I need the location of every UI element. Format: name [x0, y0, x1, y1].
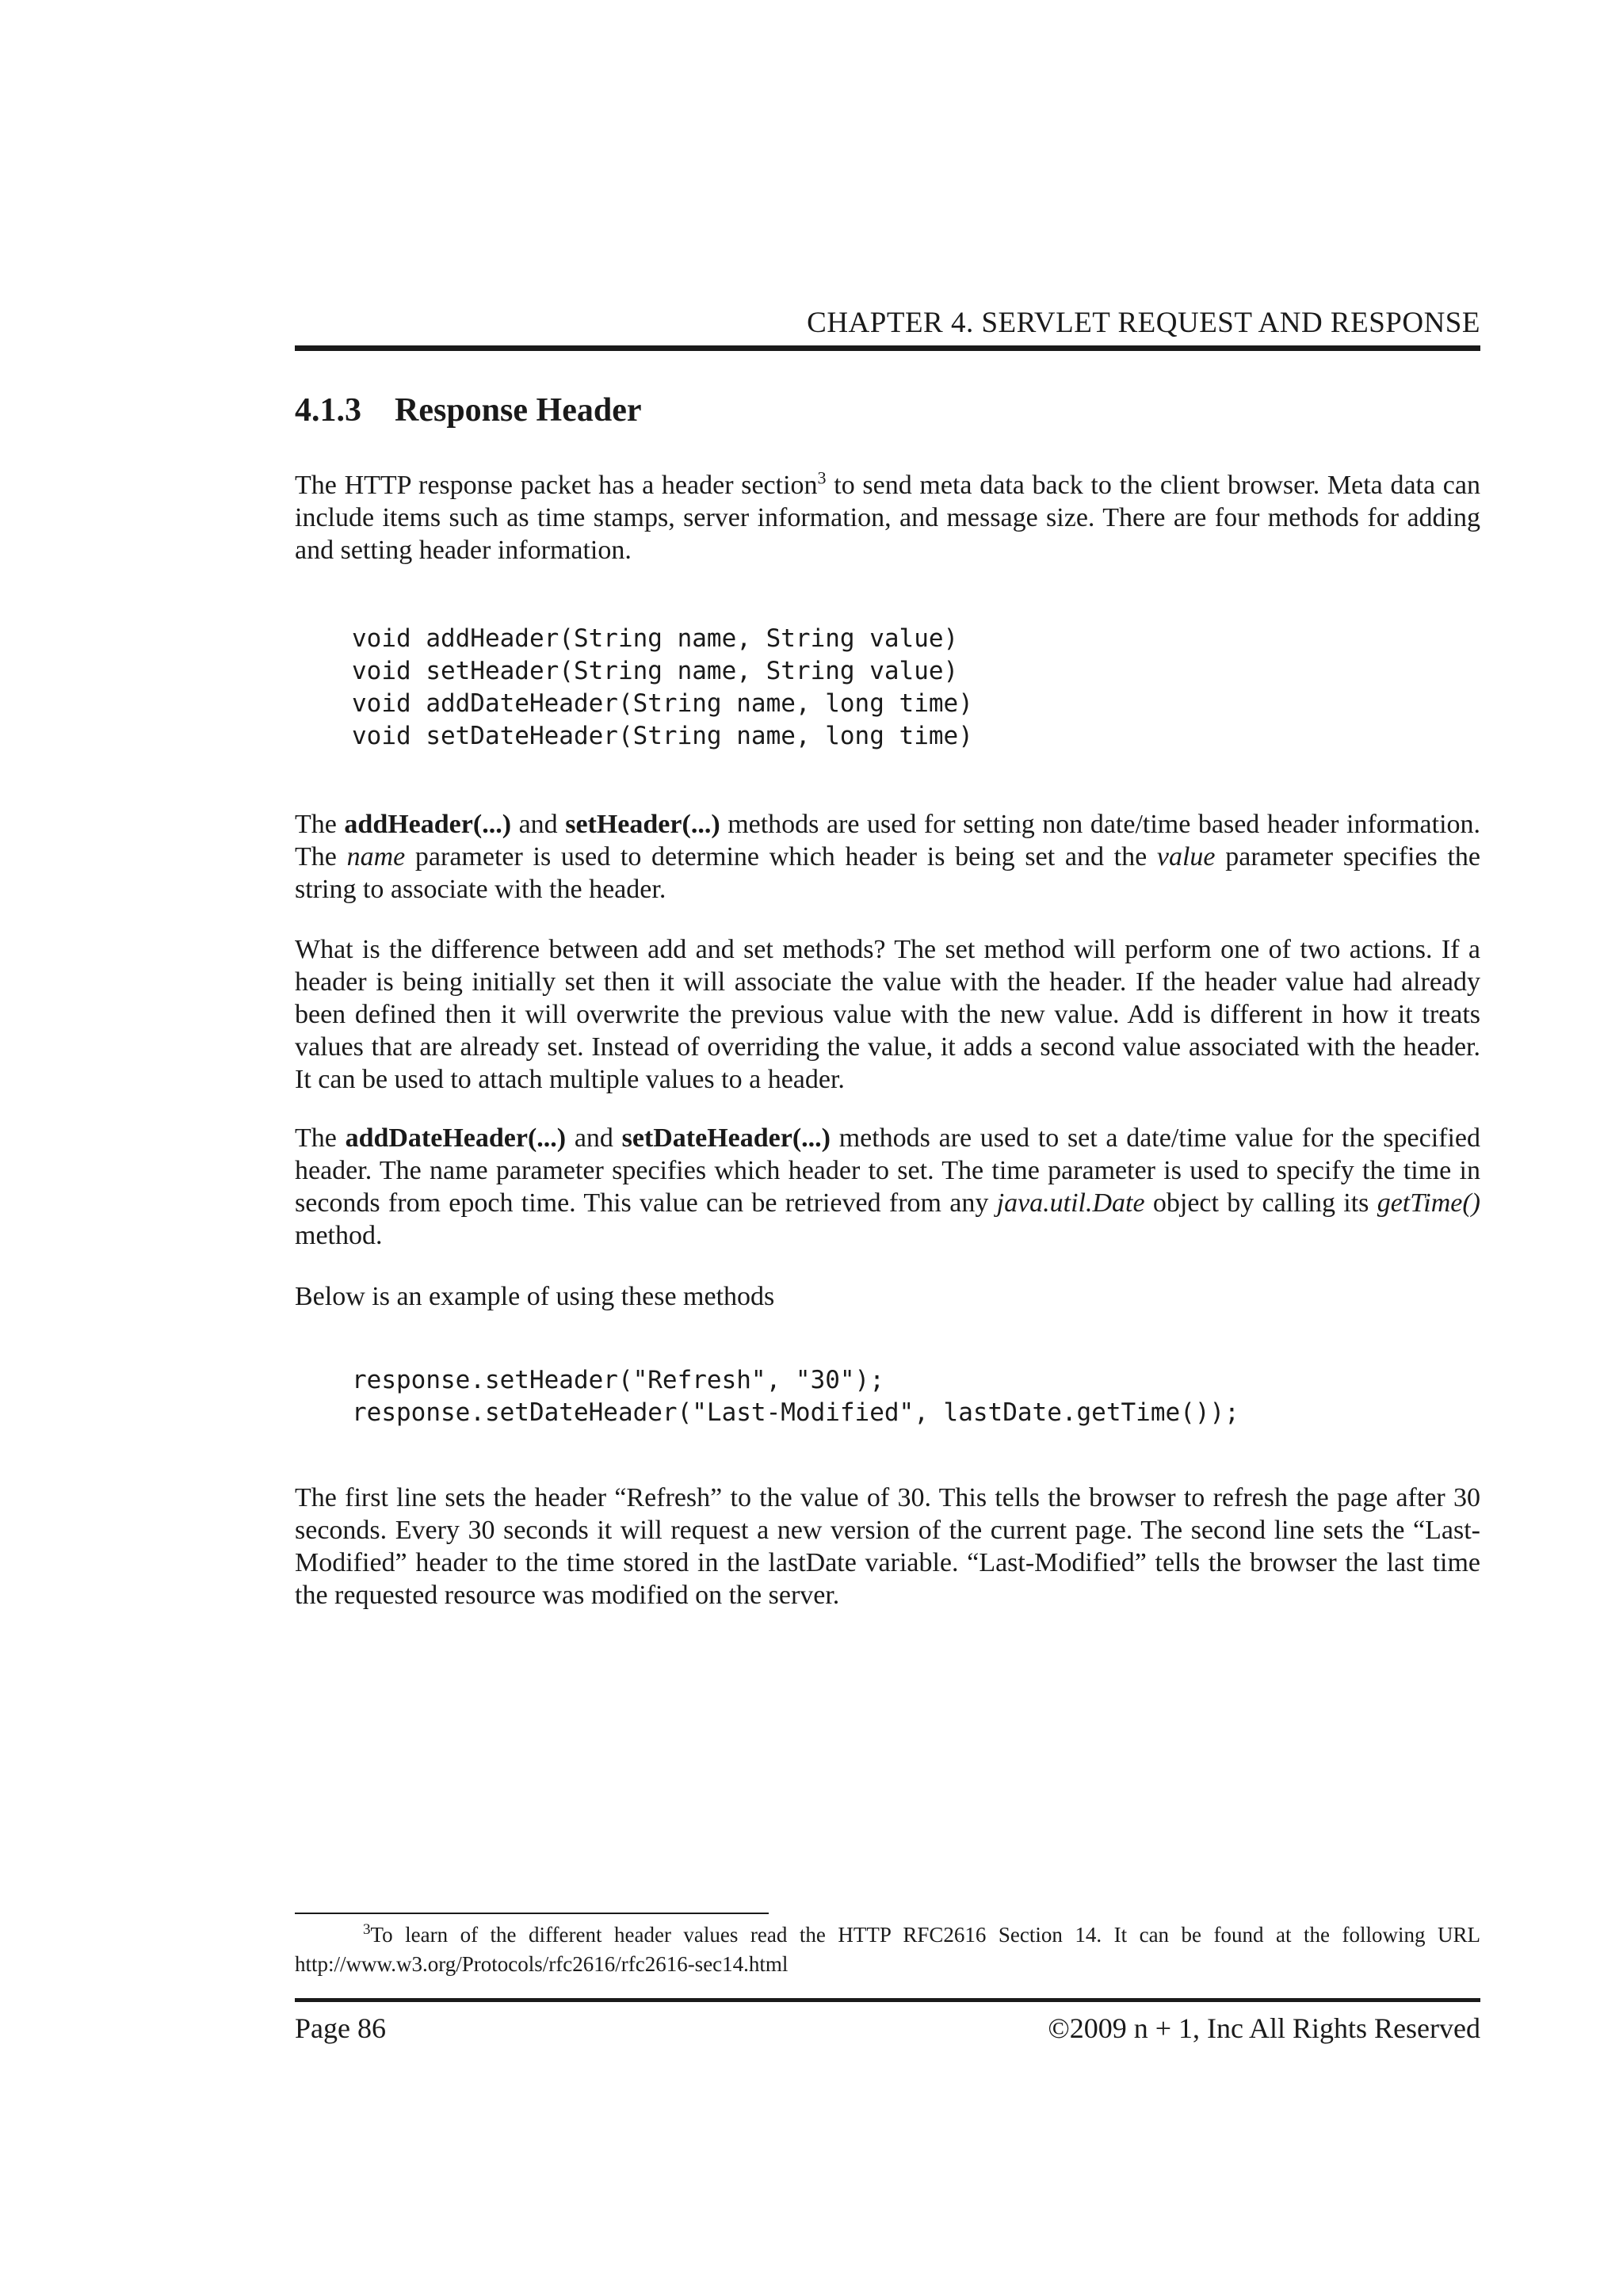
- code-line: response.setHeader("Refresh", "30");: [352, 1366, 884, 1394]
- code-line: response.setDateHeader("Last-Modified", lastDate.getTime());: [352, 1398, 1239, 1427]
- page-number: Page 86: [295, 2012, 386, 2044]
- param-name: name: [346, 842, 406, 871]
- paragraph-date-header: [295, 1122, 1480, 1252]
- code-line: void setHeader(String name, String value): [352, 657, 959, 685]
- paragraph-example-explanation: The first line sets the header “Refresh” to the value of 30. This tells the browser to refresh the page after 30 seconds. Every 30 seconds it will request a new version of the current page. The second line sets the “Last-Modified” header to the time stored in the lastDate variable. “Last-Modified” tells the browser the last time the requested resource was modified on the server.: [295, 1483, 1480, 1610]
- code-block-methods: [352, 623, 973, 753]
- footnote-rule: [295, 1913, 769, 1914]
- text-run: object by calling its: [1144, 1188, 1377, 1218]
- running-header: CHAPTER 4. SERVLET REQUEST AND RESPONSE: [807, 307, 1480, 339]
- section-number: 4.1.3: [295, 392, 361, 429]
- text-run: parameter specifies the string to associate with the header.: [295, 842, 1481, 904]
- text-run: The: [295, 1123, 346, 1153]
- class-name: java.util.Date: [996, 1188, 1145, 1218]
- header-rule: [295, 345, 1480, 351]
- method-name: setHeader(...): [565, 810, 720, 839]
- page-footer: [295, 2011, 1480, 2046]
- method-name: addHeader(...): [344, 810, 512, 839]
- method-name: setDateHeader(...): [621, 1123, 831, 1153]
- code-line: void setDateHeader(String name, long time): [352, 722, 973, 750]
- footnote-text[interactable]: To learn of the different header values read the HTTP RFC2616 Section 14. It can be found at the following URL http://www.w3.org/Protocols/rfc2616/rfc2616-sec14.html: [295, 1923, 1480, 1976]
- method-name-italic: getTime(): [1377, 1188, 1481, 1218]
- footnote-mark: 3: [363, 1921, 371, 1938]
- text-run: The HTTP response packet has a header section: [295, 471, 818, 500]
- text-run: methods are used to set a date/time value for the specified header. The name parameter specifies which header to set. The time parameter is used to specify the time in seconds from epoch time. This value can be retrieved from any: [295, 1123, 1481, 1218]
- text-run: and: [511, 810, 566, 839]
- text-run: The: [295, 810, 345, 839]
- paragraph-example-intro: Below is an example of using these methods: [295, 1282, 775, 1311]
- text-run: parameter is used to determine which header is being set and the: [405, 842, 1157, 871]
- footnote-ref[interactable]: 3: [817, 467, 827, 488]
- text-run: and: [566, 1123, 622, 1153]
- text-run: to send meta data back to the client browser. Meta data can include items such as time stamps, server information, and message size. There are four methods for adding and setting header information.: [295, 471, 1480, 565]
- section-title: Response Header: [395, 392, 642, 429]
- paragraph-add-vs-set: What is the difference between add and set methods? The set method will perform one of two actions. If a header is being initially set then it will associate the value with the header. If the header value had already been defined then it will overwrite the previous value with the new value. Add is different in how it treats values that are already set. Instead of overriding the value, it adds a second value associated with the header. It can be used to attach multiple values to a header.: [295, 935, 1480, 1094]
- paragraph-intro: [295, 469, 1480, 566]
- method-name: addDateHeader(...): [345, 1123, 567, 1153]
- code-block-example: [352, 1364, 1239, 1429]
- paragraph-add-set-header: [295, 808, 1480, 906]
- text-run: methods are used for setting non date/time based header information. The: [295, 810, 1481, 871]
- footnote: [295, 1920, 1480, 1979]
- param-name: value: [1156, 842, 1216, 871]
- footer-rule: [295, 1998, 1480, 2002]
- copyright: ©2009 n + 1, Inc All Rights Reserved: [1048, 2012, 1480, 2044]
- text-run: method.: [295, 1221, 383, 1250]
- code-line: void addHeader(String name, String value): [352, 624, 959, 653]
- code-line: void addDateHeader(String name, long time): [352, 689, 973, 718]
- section-heading: [295, 391, 641, 429]
